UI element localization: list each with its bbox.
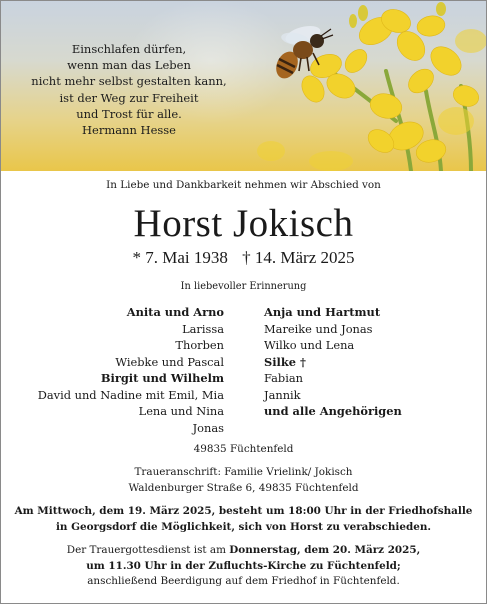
poem-line: und Trost für alle. — [76, 106, 182, 121]
birth-date: * 7. Mai 1938 — [132, 248, 228, 267]
family-list-left — [1, 304, 224, 436]
family-entry: Mareike und Jonas — [264, 321, 373, 336]
poem-author: Hermann Hesse — [81, 123, 176, 138]
farewell-line: in Georgsdorf die Möglichkeit, sich von Horst zu verabschieden. — [55, 520, 432, 533]
family-entry: Silke † — [264, 354, 306, 369]
service-date: Donnerstag, dem 20. März 2025, — [229, 544, 421, 556]
poem-line: ist der Weg zur Freiheit — [59, 90, 199, 105]
service-line — [1, 543, 486, 559]
family-entry: Wiebke und Pascal — [115, 354, 224, 369]
farewell-line: Am Mittwoch, dem 19. März 2025, besteht um 18:00 Uhr in der Friedhofshalle — [14, 505, 473, 517]
poem-line: nicht mehr selbst gestalten kann, — [31, 74, 227, 89]
family-entry: Larissa — [182, 321, 224, 336]
family-entry: Jonas — [192, 420, 224, 435]
address-line: Waldenburger Straße 6, 49835 Füchtenfeld — [128, 481, 359, 494]
deceased-name: Horst Jokisch — [133, 202, 354, 245]
header-photo — [1, 1, 486, 171]
death-date: † 14. März 2025 — [242, 248, 355, 267]
mourning-address — [1, 465, 486, 496]
family-list-right — [264, 304, 464, 420]
family-entry: Lena und Nina — [138, 404, 224, 418]
memory-line: In liebevoller Erinnerung — [180, 281, 307, 292]
service-intro: Der Trauergottesdienst ist am — [66, 544, 230, 556]
family-entry: David und Nadine mit Emil, Mia — [37, 387, 224, 402]
family-entry: Fabian — [264, 371, 303, 385]
poem — [29, 41, 229, 138]
family-entry: Jannik — [264, 387, 301, 402]
family-entry: Birgit und Wilhelm — [100, 371, 224, 385]
address-line: Traueranschrift: Familie Vrielink/ Jokisch — [134, 466, 353, 478]
life-dates — [1, 248, 486, 268]
intro-line: In Liebe und Dankbarkeit nehmen wir Abschied von — [106, 179, 381, 191]
service-line: anschließend Beerdigung auf dem Friedhof in Füchtenfeld. — [87, 575, 400, 587]
farewell-notice — [1, 504, 486, 535]
place-line: 49835 Füchtenfeld — [193, 443, 294, 455]
funeral-service-notice — [1, 543, 486, 590]
poem-line: wenn man das Leben — [67, 58, 191, 73]
family-entry: Anita und Arno — [126, 305, 224, 319]
poem-line: Einschlafen dürfen, — [71, 42, 187, 56]
family-entry: Wilko und Lena — [264, 338, 355, 352]
family-entry: Anja und Hartmut — [264, 305, 381, 319]
service-line: um 11.30 Uhr in der Zufluchts-Kirche zu Füchtenfeld; — [86, 559, 401, 572]
family-entry: und alle Angehörigen — [264, 404, 402, 418]
family-entry: Thorben — [175, 338, 224, 352]
